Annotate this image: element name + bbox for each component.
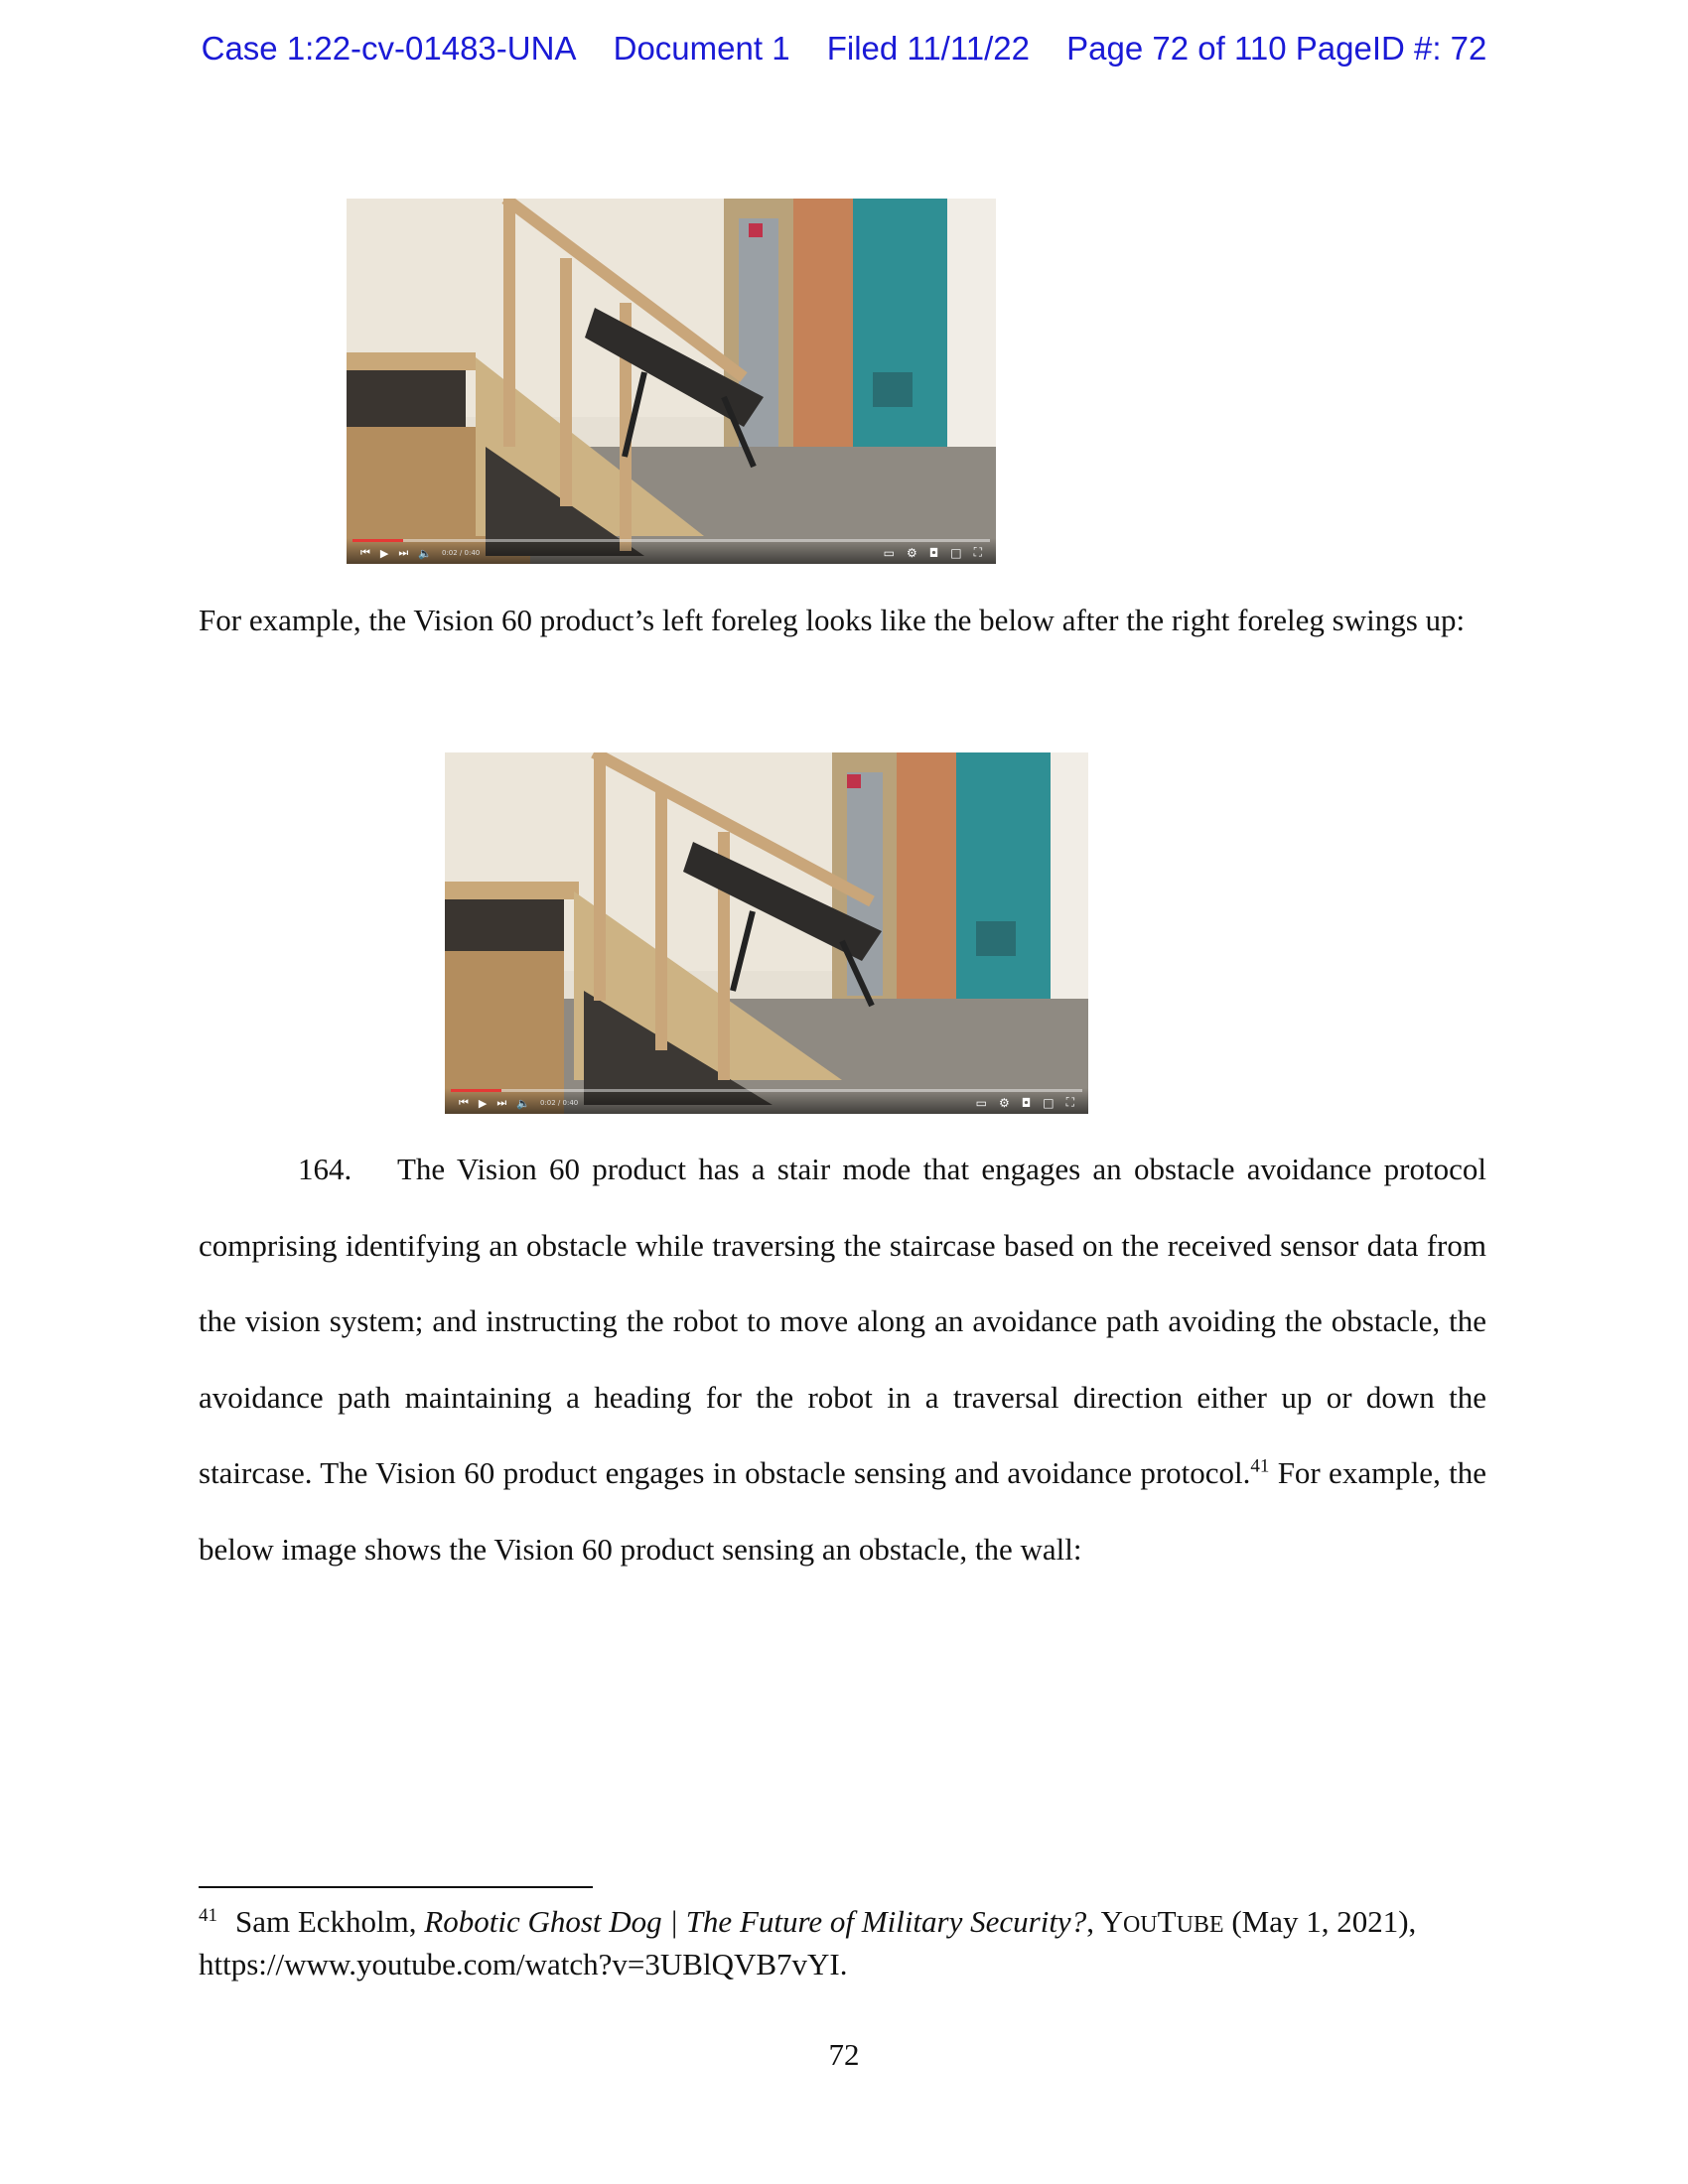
theater-icon[interactable]: □ xyxy=(1043,1095,1055,1110)
fullscreen-icon[interactable]: ⛶ xyxy=(973,545,982,559)
case-header xyxy=(0,30,1688,68)
volume-icon[interactable]: 🔈 xyxy=(418,546,432,560)
video-controls xyxy=(445,1088,1088,1114)
footnote-url[interactable]: https://www.youtube.com/watch?v=3UBlQVB7vYI. xyxy=(199,1947,848,1981)
settings-icon[interactable]: ⚙ xyxy=(906,545,917,560)
fullscreen-icon[interactable]: ⛶ xyxy=(1065,1095,1074,1109)
video-time: 0:02 / 0:40 xyxy=(441,549,481,557)
skip-back-icon[interactable]: ⏮ xyxy=(459,1096,469,1109)
video-controls xyxy=(347,538,996,564)
theater-icon[interactable]: □ xyxy=(950,545,962,560)
filed-date: Filed 11/11/22 xyxy=(826,30,1030,67)
progress-fill xyxy=(451,1089,501,1092)
document-number: Document 1 xyxy=(613,30,790,67)
robot-stairs-scene-2 xyxy=(445,752,1088,1114)
skip-next-icon[interactable]: ⏭ xyxy=(496,1096,507,1109)
play-icon[interactable]: ▶ xyxy=(379,546,389,560)
play-icon[interactable]: ▶ xyxy=(478,1096,488,1110)
footnote-title: Robotic Ghost Dog | The Future of Military Security? xyxy=(424,1904,1087,1939)
progress-bar[interactable] xyxy=(451,1089,1082,1092)
progress-fill xyxy=(352,539,403,542)
miniplayer-icon[interactable]: ◘ xyxy=(1021,1095,1032,1110)
youtube-ube: UBE xyxy=(1176,1912,1224,1938)
footnote-number: 41 xyxy=(199,1904,217,1926)
youtube-ou: OU xyxy=(1122,1912,1158,1938)
captions-icon[interactable]: ▭ xyxy=(883,545,895,560)
paragraph-text-continued: For example, the below image shows the Vision 60 product sensing an obstacle, the wall: xyxy=(199,1455,1486,1567)
paragraph-example-foreleg: For example, the Vision 60 product’s left foreleg looks like the below after the right foreleg swings up: xyxy=(199,603,1466,637)
miniplayer-icon[interactable]: ◘ xyxy=(928,545,939,560)
progress-bar[interactable] xyxy=(352,539,990,542)
settings-icon[interactable]: ⚙ xyxy=(998,1095,1010,1110)
page-id: Page 72 of 110 PageID #: 72 xyxy=(1066,30,1487,67)
skip-back-icon[interactable]: ⏮ xyxy=(360,546,370,559)
footnote-author: Sam Eckholm, xyxy=(235,1904,425,1939)
footnote-ref[interactable]: 41 xyxy=(1250,1455,1270,1477)
footnote-date: (May 1, 2021), xyxy=(1223,1904,1417,1939)
footnote-41 xyxy=(199,1902,1486,1984)
skip-next-icon[interactable]: ⏭ xyxy=(398,546,409,559)
video-screenshot-1[interactable] xyxy=(347,199,996,564)
paragraph-text: The Vision 60 product has a stair mode that engages an obstacle avoidance protocol comprising identifying an obstacle while traversing the staircase based on the received sensor data from the vision system; and instructing the robot to move along an avoidance path avoiding the obstacle, the avoidance path maintaining a heading for the robot in a traversal direction either up or down the staircase. The Vision 60 product engages in obstacle sensing and avoidance protocol. xyxy=(199,1152,1486,1490)
page-number: 72 xyxy=(828,2037,860,2072)
video-time: 0:02 / 0:40 xyxy=(539,1099,579,1107)
youtube-t: T xyxy=(1157,1904,1177,1939)
video-screenshot-2[interactable] xyxy=(445,752,1088,1114)
case-number: Case 1:22-cv-01483-UNA xyxy=(201,30,577,67)
captions-icon[interactable]: ▭ xyxy=(975,1095,987,1110)
footnote-divider xyxy=(199,1886,593,1888)
footnote-separator: , xyxy=(1086,1904,1101,1939)
paragraph-164 xyxy=(199,1132,1486,1587)
paragraph-number: 164. xyxy=(298,1152,352,1186)
youtube-y: Y xyxy=(1100,1904,1123,1939)
robot-stairs-scene-1 xyxy=(347,199,996,564)
volume-icon[interactable]: 🔈 xyxy=(516,1096,530,1110)
